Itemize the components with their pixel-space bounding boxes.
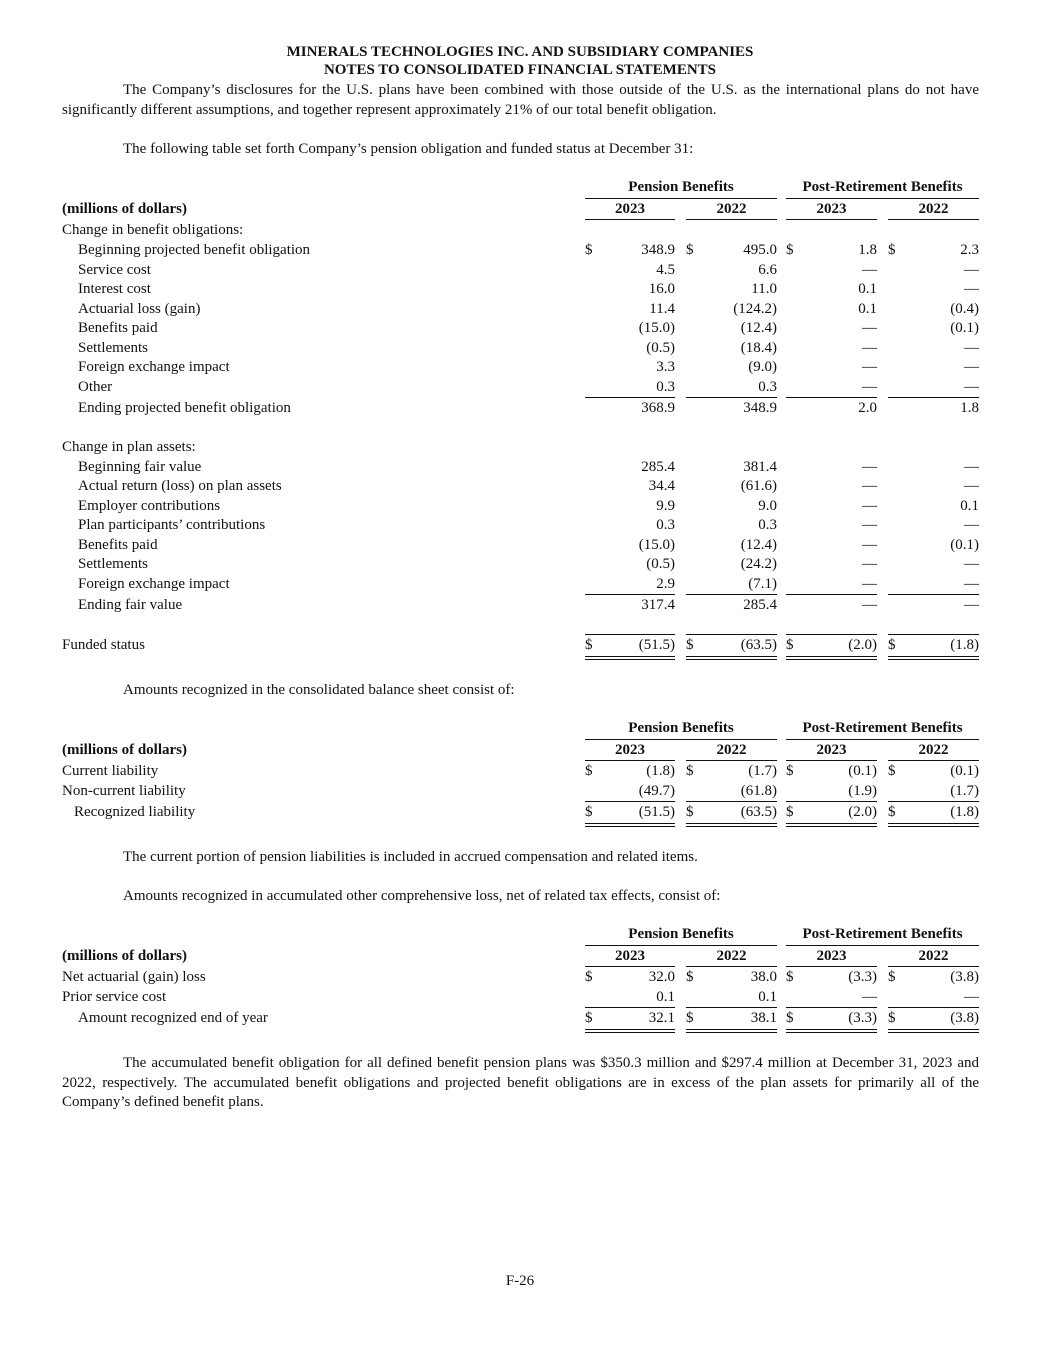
row-label: Amount recognized end of year	[78, 1010, 268, 1026]
column-group-pension: Pension Benefits	[628, 926, 734, 942]
cell-value: 3.3	[656, 359, 675, 375]
currency-sign: $	[585, 1010, 593, 1026]
row-label: Beginning fair value	[78, 459, 202, 475]
column-group-post-retirement: Post-Retirement Benefits	[802, 926, 963, 942]
year-header: 2023	[615, 201, 645, 217]
cell-value: 11.4	[649, 301, 675, 317]
table-row	[0, 516, 1040, 535]
year-header: 2022	[918, 948, 949, 964]
currency-sign: $	[786, 763, 794, 779]
cell-value: 16.0	[648, 281, 675, 297]
section-title: Change in plan assets:	[62, 439, 196, 455]
year-header: 2023	[816, 201, 847, 217]
currency-sign: $	[786, 1010, 794, 1026]
currency-sign: $	[786, 242, 794, 258]
currency-sign: $	[888, 804, 896, 820]
table-row	[0, 536, 1040, 555]
cell-value: (15.0)	[638, 320, 675, 336]
cell-value: —	[964, 262, 979, 278]
cell-value: —	[964, 597, 979, 613]
cell-value: 34.4	[648, 478, 675, 494]
cell-value: (51.5)	[638, 637, 675, 653]
cell-value: 6.6	[758, 262, 777, 278]
cell-value: 317.4	[641, 597, 675, 613]
cell-value: (18.4)	[740, 340, 777, 356]
cell-value: (1.7)	[748, 763, 777, 779]
cell-value: —	[964, 459, 979, 475]
cell-value: —	[964, 478, 979, 494]
year-header: 2022	[918, 742, 949, 758]
row-label: Settlements	[78, 340, 148, 356]
currency-sign: $	[888, 1010, 896, 1026]
cell-value: 9.9	[656, 498, 675, 514]
cell-value: 348.9	[641, 242, 675, 258]
cell-value: (124.2)	[733, 301, 777, 317]
currency-sign: $	[786, 637, 794, 653]
currency-sign: $	[686, 1010, 694, 1026]
year-header: 2022	[716, 742, 747, 758]
column-group-pension: Pension Benefits	[628, 179, 734, 195]
table-row	[0, 261, 1040, 280]
cell-value: (1.9)	[848, 783, 877, 799]
cell-value: 2.9	[656, 576, 675, 592]
row-label: Actuarial loss (gain)	[78, 301, 201, 317]
table-row	[0, 803, 1040, 822]
cell-value: —	[862, 459, 877, 475]
cell-value: (63.5)	[740, 637, 777, 653]
cell-value: —	[862, 556, 877, 572]
currency-sign: $	[585, 637, 593, 653]
table-row	[0, 782, 1040, 801]
cell-value: 2.0	[858, 400, 877, 416]
unit-label: (millions of dollars)	[62, 948, 188, 964]
cell-value: —	[964, 281, 979, 297]
unit-label: (millions of dollars)	[62, 201, 188, 217]
header-row	[0, 741, 1040, 760]
row-label: Funded status	[62, 637, 145, 653]
notes-header: NOTES TO CONSOLIDATED FINANCIAL STATEMENTS	[323, 62, 717, 78]
page-number: F-26	[505, 1273, 535, 1289]
row-label: Foreign exchange impact	[78, 576, 230, 592]
year-header: 2023	[615, 742, 645, 758]
year-header: 2023	[816, 948, 847, 964]
cell-value: —	[964, 340, 979, 356]
year-header: 2022	[918, 201, 949, 217]
cell-value: —	[862, 320, 877, 336]
cell-value: (1.8)	[950, 637, 979, 653]
row-label: Ending projected benefit obligation	[78, 400, 291, 416]
year-header: 2022	[716, 201, 747, 217]
currency-sign: $	[686, 969, 694, 985]
cell-value: 0.3	[758, 517, 777, 533]
cell-value: —	[862, 478, 877, 494]
cell-value: (7.1)	[748, 576, 777, 592]
cell-value: 0.1	[656, 989, 675, 1005]
cell-value: (1.7)	[950, 783, 979, 799]
row-label: Net actuarial (gain) loss	[62, 969, 206, 985]
table-row	[0, 319, 1040, 338]
cell-value: —	[964, 989, 979, 1005]
cell-value: (0.1)	[950, 320, 979, 336]
cell-value: —	[964, 576, 979, 592]
currency-sign: $	[686, 804, 694, 820]
row-label: Recognized liability	[74, 804, 196, 820]
table3-intro: Amounts recognized in accumulated other comprehensive loss, net of related tax effects, consist of:	[123, 888, 721, 904]
cell-value: 0.3	[656, 517, 675, 533]
currency-sign: $	[888, 637, 896, 653]
cell-value: (0.5)	[646, 340, 675, 356]
currency-sign: $	[585, 804, 593, 820]
table1-intro: The following table set forth Company’s pension obligation and funded status at December 31:	[123, 141, 694, 157]
cell-value: 285.4	[641, 459, 675, 475]
cell-value: (3.3)	[848, 969, 877, 985]
cell-value: (24.2)	[740, 556, 777, 572]
cell-value: (3.3)	[848, 1010, 877, 1026]
cell-value: (2.0)	[848, 637, 877, 653]
cell-value: (49.7)	[638, 783, 675, 799]
cell-value: —	[862, 498, 877, 514]
cell-value: 4.5	[656, 262, 675, 278]
table-row	[0, 988, 1040, 1007]
section-title: Change in benefit obligations:	[62, 222, 244, 238]
cell-value: (3.8)	[950, 969, 979, 985]
row-label: Plan participants’ contributions	[78, 517, 266, 533]
cell-value: (9.0)	[748, 359, 777, 375]
table-row	[0, 1009, 1040, 1028]
unit-label: (millions of dollars)	[62, 742, 188, 758]
cell-value: (12.4)	[740, 537, 777, 553]
row-label: Benefits paid	[78, 537, 158, 553]
cell-value: (1.8)	[950, 804, 979, 820]
currency-sign: $	[888, 763, 896, 779]
header-row	[0, 947, 1040, 966]
table-row	[0, 477, 1040, 496]
cell-value: (51.5)	[638, 804, 675, 820]
cell-value: (3.8)	[950, 1010, 979, 1026]
cell-value: (63.5)	[740, 804, 777, 820]
currency-sign: $	[686, 637, 694, 653]
table-row	[0, 300, 1040, 319]
cell-value: 0.3	[656, 379, 675, 395]
cell-value: (0.4)	[950, 301, 979, 317]
cell-value: (12.4)	[740, 320, 777, 336]
table2-note: The current portion of pension liabilities is included in accrued compensation and related items.	[123, 849, 698, 865]
row-label: Other	[78, 379, 113, 395]
cell-value: 348.9	[743, 400, 777, 416]
cell-value: 495.0	[743, 242, 777, 258]
cell-value: (0.1)	[950, 763, 979, 779]
currency-sign: $	[888, 242, 896, 258]
cell-value: 32.0	[648, 969, 675, 985]
cell-value: —	[862, 379, 877, 395]
cell-value: 32.1	[648, 1010, 675, 1026]
table2-intro: Amounts recognized in the consolidated balance sheet consist of:	[123, 682, 515, 698]
currency-sign: $	[585, 969, 593, 985]
column-group-post-retirement: Post-Retirement Benefits	[802, 720, 963, 736]
row-label: Non-current liability	[62, 783, 186, 799]
cell-value: 1.8	[858, 242, 877, 258]
row-label: Settlements	[78, 556, 148, 572]
currency-sign: $	[888, 969, 896, 985]
cell-value: 0.1	[858, 281, 877, 297]
cell-value: (15.0)	[638, 537, 675, 553]
table-row	[0, 458, 1040, 477]
table-row	[0, 241, 1040, 260]
cell-value: 9.0	[758, 498, 777, 514]
row-label: Service cost	[78, 262, 151, 278]
row-label: Foreign exchange impact	[78, 359, 230, 375]
currency-sign: $	[686, 763, 694, 779]
cell-value: 0.1	[758, 989, 777, 1005]
cell-value: 2.3	[960, 242, 979, 258]
cell-value: —	[862, 359, 877, 375]
row-label: Prior service cost	[62, 989, 167, 1005]
table-row	[0, 497, 1040, 516]
column-group-post-retirement: Post-Retirement Benefits	[802, 179, 963, 195]
table-row	[0, 358, 1040, 377]
cell-value: —	[862, 537, 877, 553]
year-header: 2023	[615, 948, 645, 964]
row-label: Benefits paid	[78, 320, 158, 336]
header-row	[0, 200, 1040, 219]
cell-value: (1.8)	[646, 763, 675, 779]
cell-value: —	[862, 262, 877, 278]
company-header: MINERALS TECHNOLOGIES INC. AND SUBSIDIARY COMPANIES	[286, 44, 754, 60]
cell-value: 0.3	[758, 379, 777, 395]
cell-value: 0.1	[960, 498, 979, 514]
cell-value: (0.1)	[848, 763, 877, 779]
row-label: Interest cost	[78, 281, 151, 297]
cell-value: 11.0	[751, 281, 777, 297]
table-row	[0, 555, 1040, 574]
currency-sign: $	[585, 242, 593, 258]
cell-value: 368.9	[641, 400, 675, 416]
cell-value: 38.0	[750, 969, 777, 985]
cell-value: (61.8)	[740, 783, 777, 799]
cell-value: 0.1	[858, 301, 877, 317]
table-row	[0, 596, 1040, 615]
currency-sign: $	[585, 763, 593, 779]
cell-value: 1.8	[960, 400, 979, 416]
cell-value: —	[862, 989, 877, 1005]
table-row	[0, 339, 1040, 358]
table-row	[0, 378, 1040, 397]
cell-value: (0.1)	[950, 537, 979, 553]
year-header: 2022	[716, 948, 747, 964]
table-row	[0, 968, 1040, 987]
cell-value: —	[862, 597, 877, 613]
cell-value: 285.4	[743, 597, 777, 613]
currency-sign: $	[686, 242, 694, 258]
cell-value: (0.5)	[646, 556, 675, 572]
row-label: Current liability	[62, 763, 159, 779]
cell-value: —	[964, 517, 979, 533]
cell-value: —	[862, 517, 877, 533]
currency-sign: $	[786, 804, 794, 820]
row-label: Beginning projected benefit obligation	[78, 242, 311, 258]
year-header: 2023	[816, 742, 847, 758]
table-row	[0, 636, 1040, 655]
closing-paragraph: The accumulated benefit obligation for all defined benefit pension plans was $350.3 million and $297.4 million at December 31, 2023 and 2022, respectively. The accumulated benefit obligations and projected benefit obligations are in excess of the plan assets for primarily all of the Company’s defined benefit plans.	[62, 1055, 979, 1110]
cell-value: —	[964, 556, 979, 572]
cell-value: 38.1	[750, 1010, 777, 1026]
cell-value: —	[964, 379, 979, 395]
cell-value: (2.0)	[848, 804, 877, 820]
table-row	[0, 399, 1040, 418]
intro-paragraph: The Company’s disclosures for the U.S. plans have been combined with those outside of the U.S. as the international plans do not have significantly different assumptions, and together represent approximately 21% of our total benefit obligation.	[62, 82, 979, 118]
column-group-pension: Pension Benefits	[628, 720, 734, 736]
table-row	[0, 575, 1040, 594]
row-label: Ending fair value	[78, 597, 183, 613]
cell-value: —	[862, 340, 877, 356]
row-label: Actual return (loss) on plan assets	[78, 478, 282, 494]
table-row	[0, 762, 1040, 781]
cell-value: —	[862, 576, 877, 592]
cell-value: —	[964, 359, 979, 375]
cell-value: (61.6)	[740, 478, 777, 494]
cell-value: 381.4	[743, 459, 777, 475]
currency-sign: $	[786, 969, 794, 985]
row-label: Employer contributions	[78, 498, 221, 514]
table-row	[0, 280, 1040, 299]
